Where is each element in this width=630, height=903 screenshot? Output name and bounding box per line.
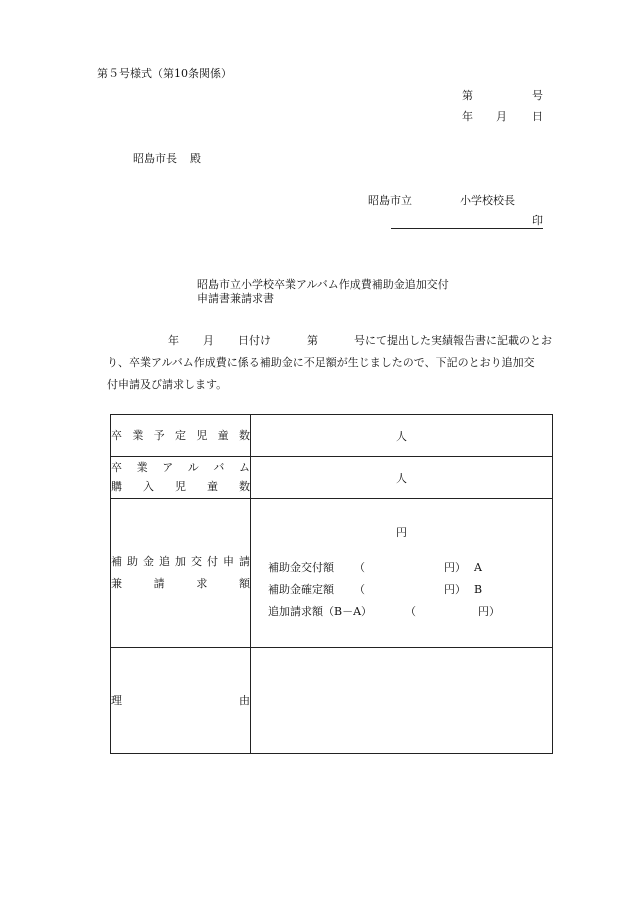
table-row	[111, 499, 553, 648]
date-day: 日	[532, 110, 543, 123]
additional-grant-value	[251, 499, 553, 648]
body-line-1	[96, 334, 552, 348]
form-number: 第５号様式（第10条関係）	[97, 67, 232, 80]
doc-number-dai: 第	[462, 89, 473, 102]
doc-number-gou: 号	[532, 89, 543, 102]
body-dai: 第	[307, 334, 318, 347]
unit-person: 人	[396, 471, 407, 485]
date-month: 月	[496, 110, 507, 123]
album-buyers-label: 卒 業 ア ル バ ム 購 入 児 童 数	[111, 457, 251, 499]
title-line-1: 昭島市立小学校卒業アルバム作成費補助金追加交付	[197, 278, 449, 291]
unit-yen: 円	[396, 526, 407, 539]
reason-label: 理 由	[111, 648, 251, 754]
date-year: 年	[462, 110, 473, 123]
table-row	[111, 415, 553, 457]
body-dated: 日付け	[238, 334, 271, 347]
table-row	[111, 648, 553, 754]
seal-mark: 印	[532, 214, 543, 227]
body-line-3: 付申請及び請求します。	[107, 378, 228, 391]
grant-issued-line: 補助金交付額 （ 円） A	[268, 561, 482, 574]
addressee-name: 昭島市長	[133, 152, 177, 165]
sender-prefix: 昭島市立	[368, 194, 412, 207]
graduates-planned-value	[251, 415, 553, 457]
album-buyers-value	[251, 457, 553, 499]
grant-confirmed-line: 補助金確定額 （ 円） B	[268, 583, 483, 596]
body-line-2: り、卒業アルバム作成費に係る補助金に不足額が生じましたので、下記のとおり追加交	[107, 356, 535, 369]
sender-title: 小学校校長	[460, 194, 515, 207]
table-row	[111, 457, 553, 499]
graduates-planned-label: 卒 業 予 定 児 童 数	[111, 415, 251, 457]
additional-claim-line: 追加請求額（B－A） （ 円）	[268, 605, 500, 618]
reason-value	[251, 648, 553, 754]
signature-line	[391, 228, 543, 229]
additional-grant-label: 補 助 金 追 加 交 付 申 請 兼 請 求 額	[111, 499, 251, 648]
body-year: 年	[168, 334, 179, 347]
title-line-2: 申請書兼請求書	[197, 292, 274, 305]
body-month: 月	[203, 334, 214, 347]
application-table	[110, 414, 553, 754]
unit-person: 人	[396, 429, 407, 443]
body-line1-tail: 号にて提出した実績報告書に記載のとお	[354, 334, 552, 347]
addressee-honorific: 殿	[190, 152, 201, 165]
